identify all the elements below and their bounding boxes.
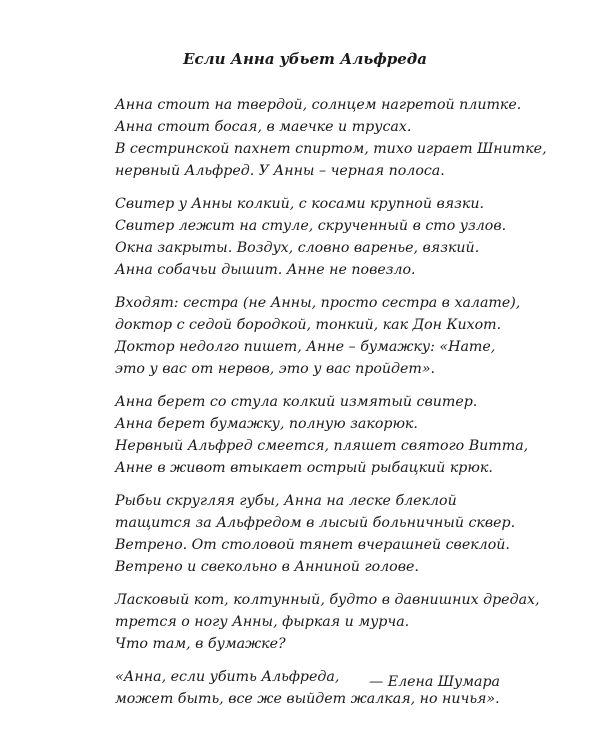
stanza [115, 666, 585, 710]
poem-line: Нервный Альфред смеется, пляшет святого Витта, [115, 438, 529, 454]
poem-line: доктор с седой бородкой, тонкий, как Дон Кихот. [115, 317, 502, 333]
author-signature: — Елена Шумара [369, 674, 500, 690]
poem-line: Что там, в бумажке? [115, 636, 286, 652]
poem-line: это у вас от нервов, это у вас пройдет». [115, 361, 436, 377]
poem-line: Ветрено и свекольно в Анниной голове. [115, 559, 419, 575]
poem-line: Анне в живот втыкает острый рыбацкий крюк. [115, 460, 493, 476]
poem-line: тащится за Альфредом в лысый больничный сквер. [115, 515, 516, 531]
stanza [115, 292, 585, 380]
poem-line: может быть, все же выйдет жалкая, но ничья». [115, 691, 500, 707]
poem-line: Свитер у Анны колкий, с косами крупной вязки. [115, 196, 484, 212]
poem-body [115, 94, 585, 721]
poem-line: Анна стоит на твердой, солнцем нагретой плитке. [115, 97, 522, 113]
poem-line: Свитер лежит на стуле, скрученный в сто узлов. [115, 218, 507, 234]
poem-line: Ласковый кот, колтунный, будто в давнишних дредах, [115, 592, 540, 608]
stanza [115, 490, 585, 578]
poem-line: Окна закрыты. Воздух, словно варенье, вязкий. [115, 240, 480, 256]
poem-line: Входят: сестра (не Анны, просто сестра в халате), [115, 295, 521, 311]
poem-line: «Анна, если убить Альфреда, [115, 669, 340, 685]
stanza [115, 589, 585, 655]
poem-line: Рыбьи скругляя губы, Анна на леске блеклой [115, 493, 457, 509]
stanza [115, 391, 585, 479]
poem-line: Анна берет со стула колкий измятый свитер. [115, 394, 478, 410]
poem-line: нервный Альфред. У Анны – черная полоса. [115, 163, 445, 179]
stanza [115, 94, 585, 182]
poem-line: Анна собачьи дышит. Анне не повезло. [115, 262, 416, 278]
stanza [115, 193, 585, 281]
poem-line: Доктор недолго пишет, Анне – бумажку: «Нате, [115, 339, 496, 355]
poem-line: Анна берет бумажку, полную закорюк. [115, 416, 418, 432]
poem-line: трется о ногу Анны, фыркая и мурча. [115, 614, 410, 630]
poem-line: Ветрено. От столовой тянет вчерашней свеклой. [115, 537, 510, 553]
poem-line: Анна стоит босая, в маечке и трусах. [115, 119, 412, 135]
poem-title: Если Анна убьет Альфреда [183, 50, 427, 68]
poem-line: В сестринской пахнет спиртом, тихо играет Шнитке, [115, 141, 547, 157]
